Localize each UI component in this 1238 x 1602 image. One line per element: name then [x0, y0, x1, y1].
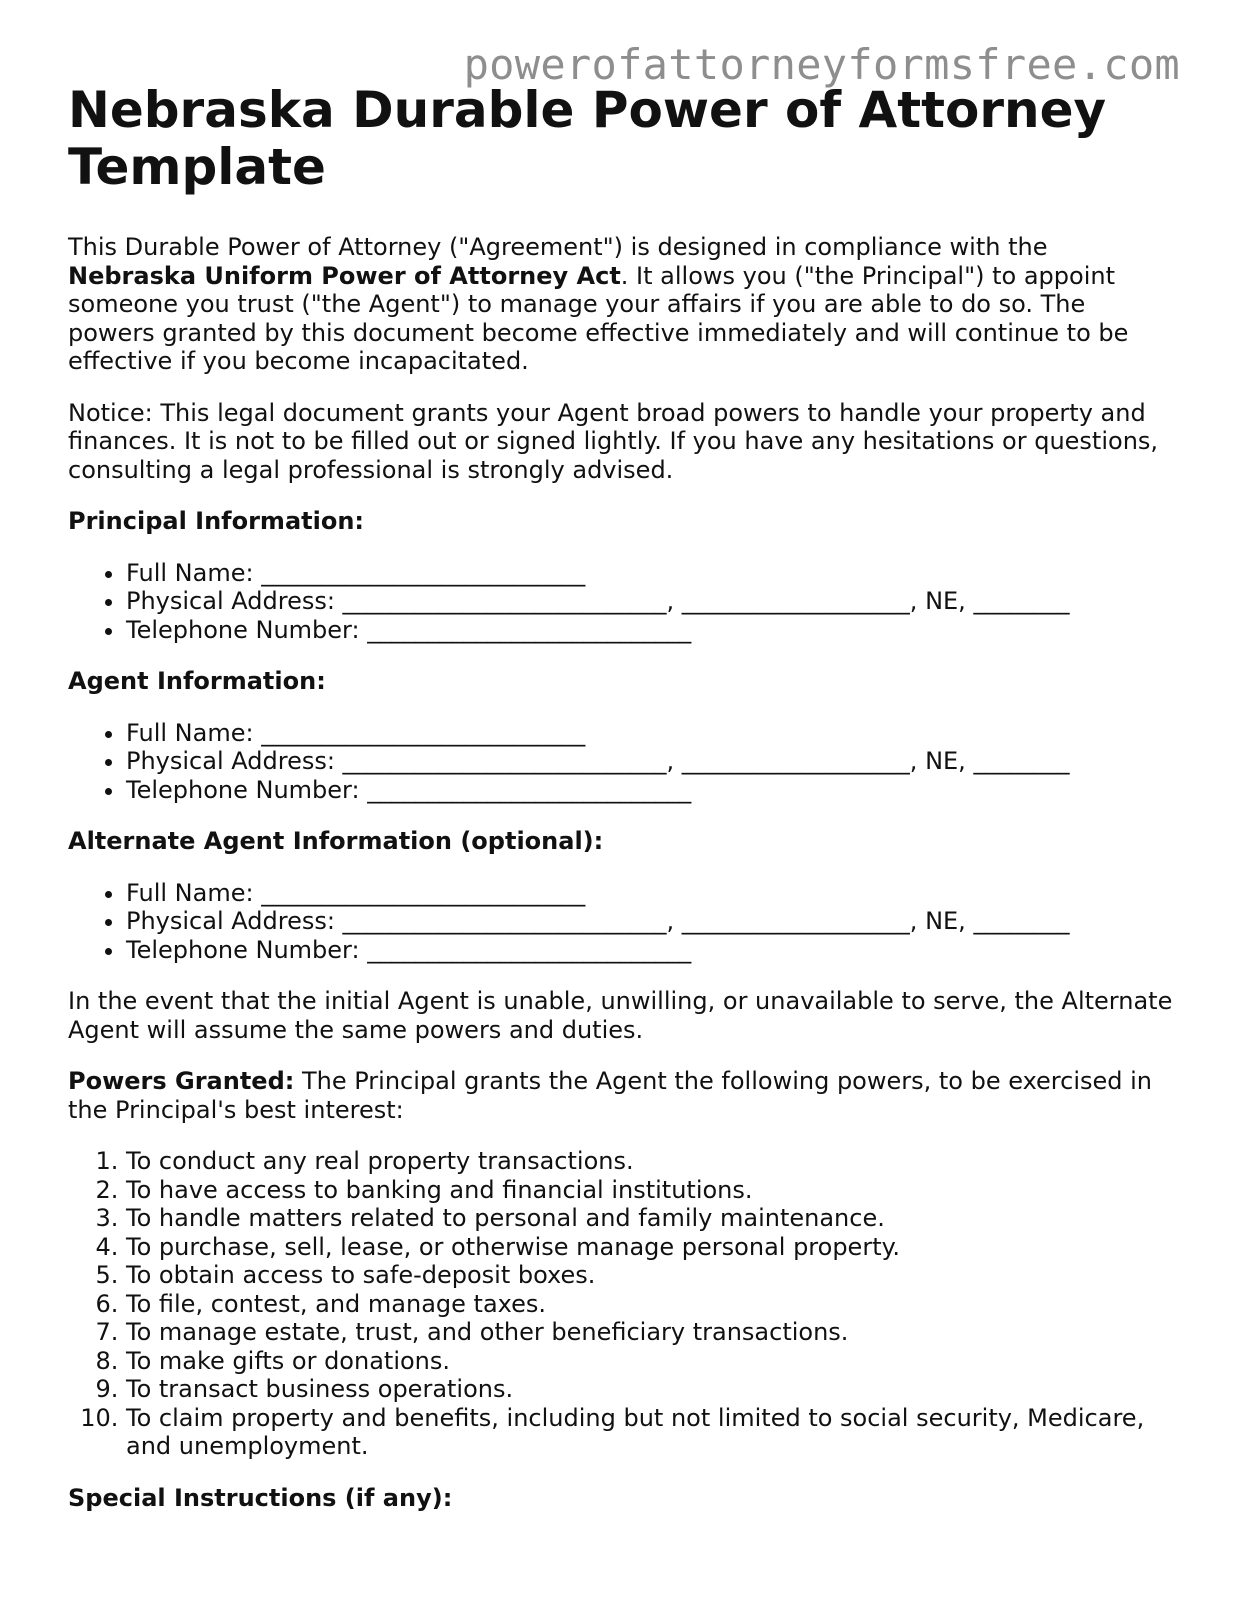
alternate-agent-telephone-field: • Telephone Number: ___________________________	[126, 936, 1178, 965]
powers-list	[68, 1147, 1178, 1461]
principal-address-field: • Physical Address: ___________________________, ___________________, NE, ________	[126, 587, 1178, 616]
alternate-agent-fields	[68, 879, 1178, 965]
powers-granted-label: Powers Granted:	[68, 1067, 295, 1095]
power-item: 1. To conduct any real property transactions.	[126, 1147, 1178, 1176]
principal-heading: Principal Information:	[68, 507, 365, 535]
power-item: 8. To make gifts or donations.	[126, 1347, 1178, 1376]
act-name: Nebraska Uniform Power of Attorney Act	[68, 261, 621, 290]
special-instructions-heading: Special Instructions (if any):	[68, 1483, 453, 1512]
powers-granted-paragraph	[68, 1067, 1178, 1124]
power-item: 9. To transact business operations.	[126, 1375, 1178, 1404]
alternate-agent-heading: Alternate Agent Information (optional):	[68, 827, 604, 855]
document-body	[68, 82, 1178, 1512]
agent-fields	[68, 719, 1178, 805]
page-title: Nebraska Durable Power of Attorney Template	[68, 81, 1107, 196]
notice-paragraph: Notice: This legal document grants your Agent broad powers to handle your property and finances. It is not to be filled out or signed lightly. If you have any hesitations or questions, consulting a legal professional is strongly advised.	[68, 398, 1159, 484]
intro-text-start: This Durable Power of Attorney ("Agreement") is designed in compliance with the	[68, 233, 1048, 261]
intro-paragraph	[68, 233, 1178, 376]
power-item: 6. To file, contest, and manage taxes.	[126, 1290, 1178, 1319]
agent-address-field: • Physical Address: ___________________________, ___________________, NE, ________	[126, 747, 1178, 776]
power-item: 7. To manage estate, trust, and other beneficiary transactions.	[126, 1318, 1178, 1347]
alternate-agent-address-field: • Physical Address: ___________________________, ___________________, NE, ________	[126, 907, 1178, 936]
watermark: powerofattorneyformsfree.com	[463, 40, 1180, 89]
agent-full-name-field: • Full Name: ___________________________	[126, 719, 1178, 748]
power-item: 3. To handle matters related to personal and family maintenance.	[126, 1204, 1178, 1233]
power-item: 10. To claim property and benefits, including but not limited to social security, Medicare, and unemployment.	[126, 1404, 1178, 1461]
alternate-agent-note: In the event that the initial Agent is unable, unwilling, or unavailable to serve, the Alternate Agent will assume the same powers and duties.	[68, 987, 1173, 1044]
principal-telephone-field: • Telephone Number: ___________________________	[126, 616, 1178, 645]
agent-telephone-field: • Telephone Number: ___________________________	[126, 776, 1178, 805]
agent-heading: Agent Information:	[68, 667, 326, 695]
intro-text-end: . It allows you ("the Principal") to appoint someone you trust ("the Agent") to manage your affairs if you are able to do so. The powers granted by this document become effective immediately and will continue to be effective if you become incapacitated.	[68, 261, 1129, 375]
power-item: 4. To purchase, sell, lease, or otherwise manage personal property.	[126, 1233, 1178, 1262]
powers-granted-text: The Principal grants the Agent the following powers, to be exercised in the Principal's best interest:	[68, 1067, 1153, 1124]
principal-full-name-field: • Full Name: ___________________________	[126, 559, 1178, 588]
power-item: 2. To have access to banking and financial institutions.	[126, 1176, 1178, 1205]
principal-fields	[68, 559, 1178, 645]
alternate-agent-full-name-field: • Full Name: ___________________________	[126, 879, 1178, 908]
power-item: 5. To obtain access to safe-deposit boxes.	[126, 1261, 1178, 1290]
